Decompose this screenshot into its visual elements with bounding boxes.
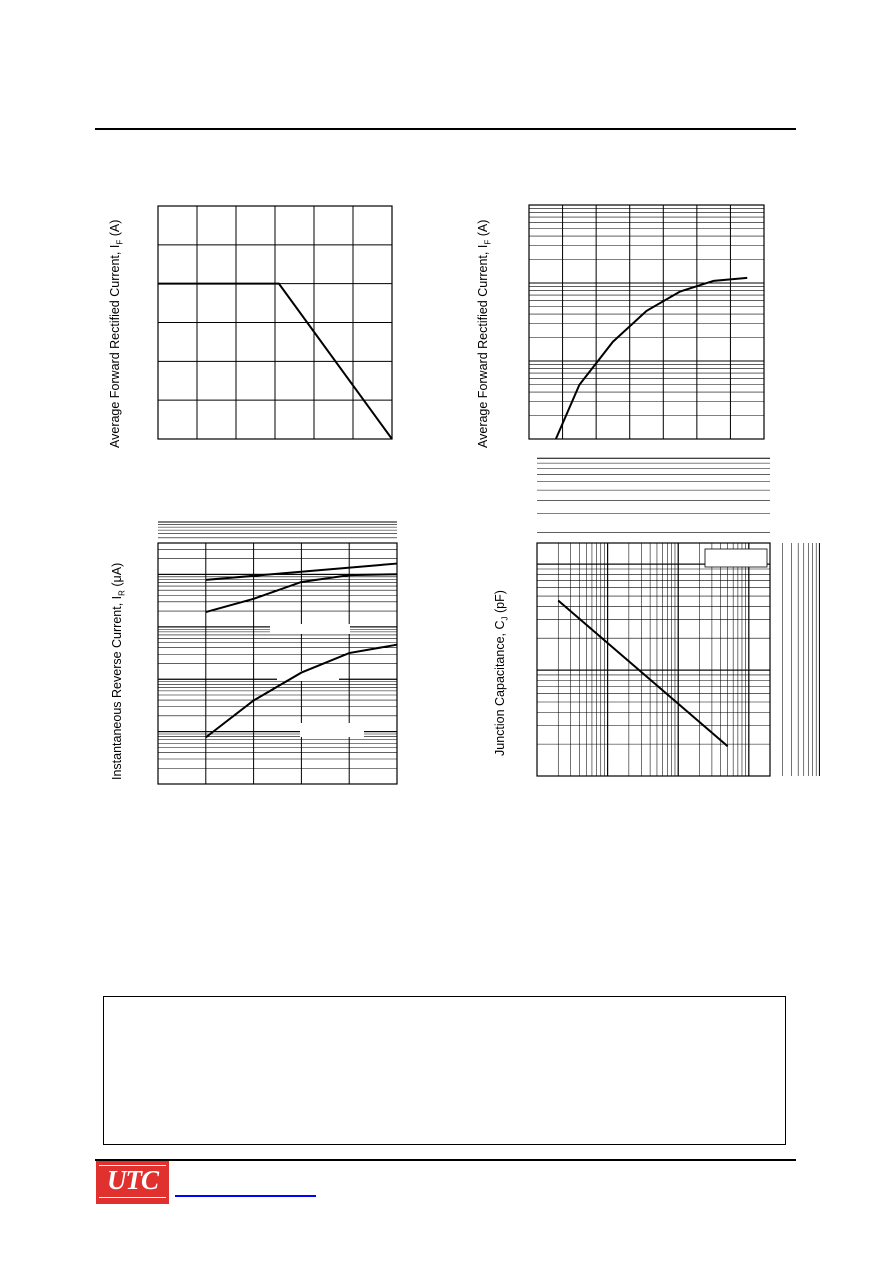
logo-bottom-line: [99, 1197, 166, 1198]
chart4-ylabel: Junction Capacitance, $C_J$ (pF): [493, 590, 510, 756]
utc-logo: [96, 1161, 169, 1204]
chart-junction-capacitance: [537, 458, 819, 776]
chart-derating-curve: [158, 206, 392, 439]
chart1-ylabel: Average Forward Rectified Current, $I_F$ (A): [108, 219, 125, 448]
utc-logo-text: UTC: [107, 1165, 158, 1195]
plot-frame: [529, 205, 764, 439]
legend-patch: [277, 671, 339, 681]
chart3-ylabel: Instantaneous Reverse Current, $I_R$ (μA): [110, 562, 127, 780]
website-link[interactable]: [175, 1195, 316, 1197]
legend-patch: [270, 624, 350, 634]
legend-patch: [300, 723, 364, 737]
capacitance-curve: [558, 601, 727, 747]
chart2-ylabel: Average Forward Rectified Current, $I_F$ (A): [476, 219, 493, 448]
chart-forward-characteristics: [529, 205, 764, 439]
notice-box: [103, 996, 786, 1145]
forward-curve: [556, 278, 747, 439]
plot-frame: [537, 543, 770, 776]
chart-reverse-characteristics: [158, 522, 397, 784]
legend-box: [705, 549, 767, 567]
